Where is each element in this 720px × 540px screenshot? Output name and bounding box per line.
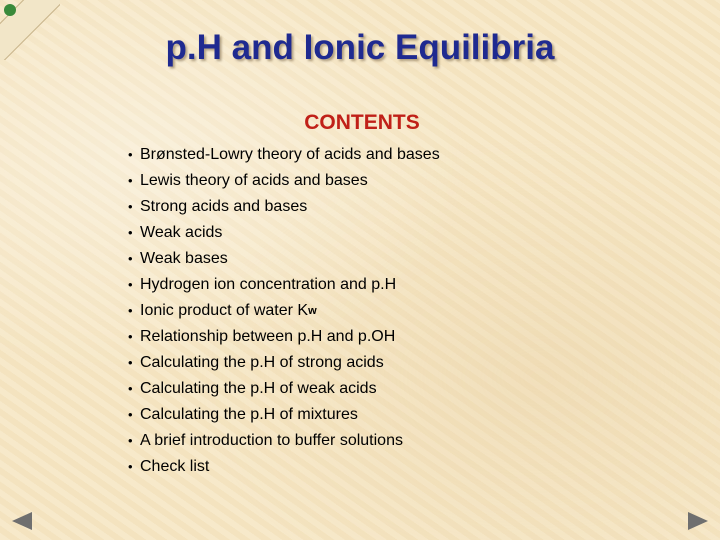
contents-heading: CONTENTS	[304, 111, 420, 134]
contents-list	[128, 142, 440, 480]
contents-item-buffers[interactable]	[128, 428, 440, 454]
contents-item-weak-bases[interactable]	[128, 246, 440, 272]
item-label: Weak bases	[140, 250, 228, 267]
slide-title: p.H and Ionic Equilibria	[165, 28, 555, 67]
contents-item-check-list[interactable]	[128, 454, 440, 480]
as-a2-logo-icon	[4, 4, 16, 16]
bullet-icon: •	[128, 433, 133, 448]
triangle-left-icon[interactable]	[12, 512, 32, 530]
bullet-icon: •	[128, 251, 133, 266]
bullet-icon: •	[128, 381, 133, 396]
item-label: Ionic product of water K	[140, 302, 309, 319]
contents-item-bronsted-lowry[interactable]	[128, 142, 440, 168]
contents-item-weak-acids[interactable]	[128, 220, 440, 246]
contents-item-ionic-product[interactable]: • Ionic product of water K w	[128, 298, 440, 324]
contents-item-lewis[interactable]	[128, 168, 440, 194]
item-label: Weak acids	[140, 224, 223, 241]
bullet-icon: •	[128, 303, 133, 318]
bullet-icon: •	[128, 199, 133, 214]
contents-item-hydrogen-ion[interactable]	[128, 272, 440, 298]
item-label: Brønsted-Lowry theory of acids and bases	[140, 146, 440, 163]
bullet-icon: •	[128, 329, 133, 344]
bullet-icon: •	[128, 407, 133, 422]
bullet-icon: •	[128, 277, 133, 292]
item-label: Calculating the p.H of mixtures	[140, 406, 358, 423]
contents-item-weak-acids-ph[interactable]	[128, 376, 440, 402]
item-label: Check list	[140, 458, 210, 475]
item-label: Lewis theory of acids and bases	[140, 172, 368, 189]
bullet-icon: •	[128, 459, 133, 474]
item-label: Strong acids and bases	[140, 198, 308, 215]
bullet-icon: •	[128, 225, 133, 240]
item-label: Calculating the p.H of strong acids	[140, 354, 384, 371]
bullet-icon: •	[128, 355, 133, 370]
contents-item-strong-acids-bases[interactable]	[128, 194, 440, 220]
contents-item-strong-acids-ph[interactable]	[128, 350, 440, 376]
contents-item-mixtures-ph[interactable]	[128, 402, 440, 428]
item-label: Calculating the p.H of weak acids	[140, 380, 377, 397]
item-label: Hydrogen ion concentration and p.H	[140, 276, 397, 293]
item-label: A brief introduction to buffer solutions	[140, 432, 403, 449]
triangle-right-icon[interactable]	[688, 512, 708, 530]
item-label: Relationship between p.H and p.OH	[140, 328, 396, 345]
contents-item-ph-poh[interactable]	[128, 324, 440, 350]
bullet-icon: •	[128, 147, 133, 162]
bullet-icon: •	[128, 173, 133, 188]
